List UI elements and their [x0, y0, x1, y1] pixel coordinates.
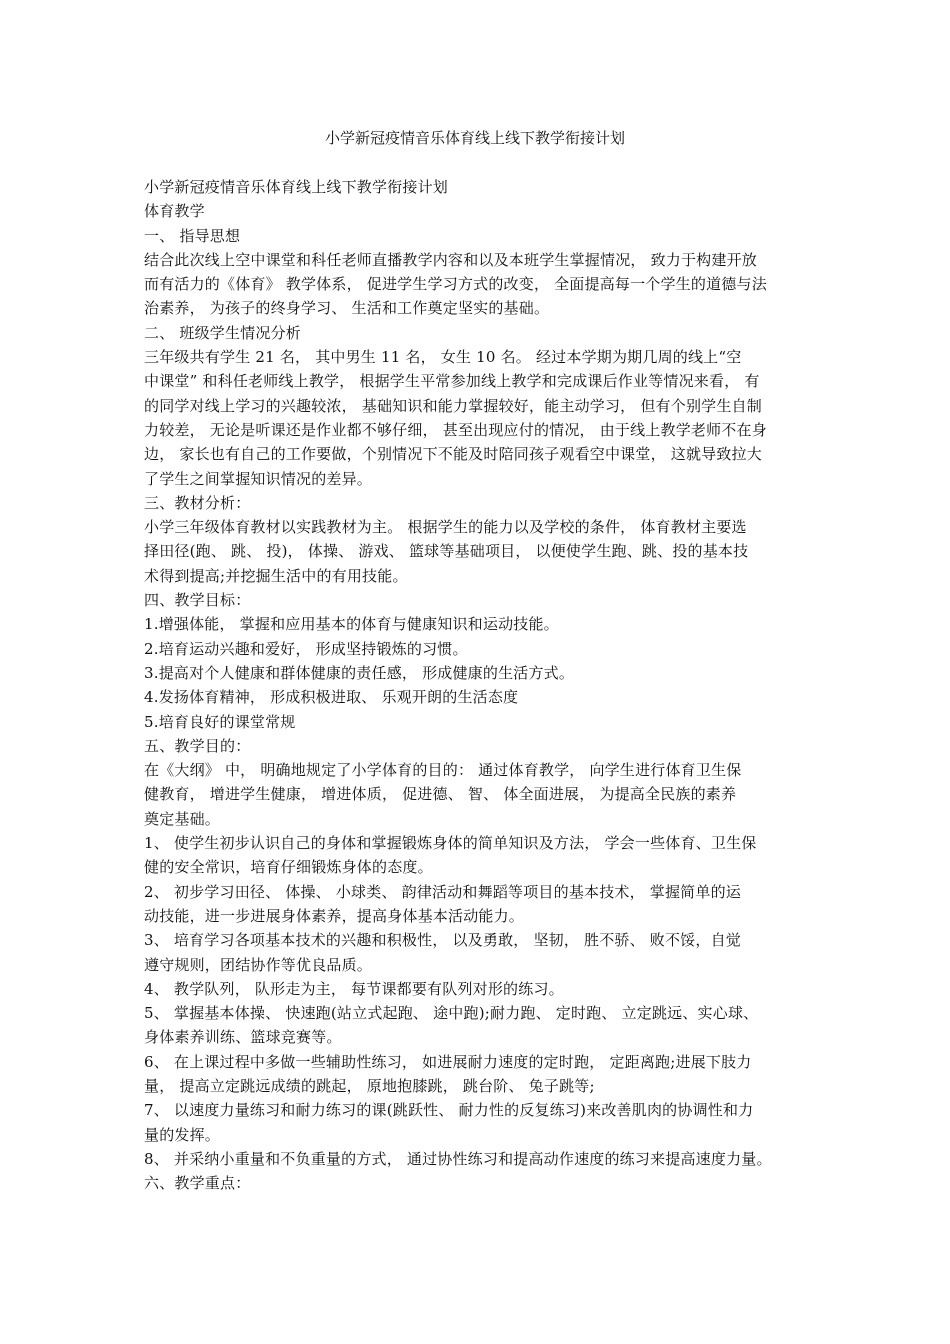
text-line: 小学三年级体育教材以实践教材为主。 根据学生的能力以及学校的条件， 体育教材主要选	[144, 518, 747, 537]
text-line: 择田径(跑、 跳、 投)， 体操、 游戏、 篮球等基础项目， 以便使学生跑、跳、投的基本技	[144, 542, 749, 561]
text-line: 了学生之间掌握知识情况的差异。	[144, 469, 373, 488]
text-line: 五、教学目的：	[144, 736, 251, 755]
text-line: 小学新冠疫情音乐体育线上线下教学衔接计划	[144, 178, 449, 196]
text-line: 2.培育运动兴趣和爱好， 形成坚持锻炼的习惯。	[144, 639, 468, 658]
text-line: 结合此次线上空中课堂和科任老师直播教学内容和以及本班学生掌握情况， 致力于构建开放	[144, 250, 757, 269]
text-line: 遵守规则，团结协作等优良品质。	[144, 955, 373, 974]
text-line: 6、 在上课过程中多做一些辅助性练习， 如进展耐力速度的定时跑， 定距离跑;进展下肢力	[144, 1052, 752, 1071]
text-line: 量的发挥。	[144, 1125, 221, 1144]
document-title: 小学新冠疫情音乐体育线上线下教学衔接计划	[324, 129, 625, 147]
text-line: 的同学对线上学习的兴趣较浓， 基础知识和能力掌握较好，能主动学习， 但有个别学生自制	[144, 396, 762, 415]
text-line: 术得到提高;并挖掘生活中的有用技能。	[144, 566, 408, 585]
text-line: 1.增强体能， 掌握和应用基本的体育与健康知识和运动技能。	[144, 615, 559, 634]
text-line: 边， 家长也有自己的工作要做，个别情况下不能及时陪同孩子观看空中课堂， 这就导致拉大	[144, 445, 762, 464]
text-line: 5.培育良好的课堂常规	[144, 712, 296, 731]
text-line: 4、 教学队列， 队形走为主， 每节课都要有队列对形的练习。	[144, 979, 564, 998]
text-line: 5、 掌握基本体操、 快速跑(站立式起跑、 途中跑);耐力跑、 定时跑、 立定跳远、实心球、	[144, 1004, 759, 1023]
text-line: 8、 并采纳小重量和不负重量的方式， 通过协性练习和提高动作速度的练习来提高速度力量。	[144, 1149, 772, 1168]
document-body	[144, 175, 819, 1195]
text-line: 四、教学目标：	[144, 591, 251, 610]
text-line: 六、教学重点：	[144, 1174, 251, 1193]
text-line: 2、 初步学习田径、 体操、 小球类、 韵律活动和舞蹈等项目的基本技术， 掌握简单的运	[144, 882, 741, 901]
text-line: 1、 使学生初步认识自己的身体和掌握锻炼身体的简单知识及方法， 学会一些体育、卫生保	[144, 834, 757, 853]
text-line: 在《大纲》 中， 明确地规定了小学体育的目的： 通过体育教学， 向学生进行体育卫生保	[144, 761, 742, 780]
text-line: 动技能，进一步进展身体素养，提高身体基本活动能力。	[144, 906, 525, 925]
text-line: 健的安全常识，培育仔细锻炼身体的态度。	[144, 858, 433, 877]
text-line: 体育教学	[144, 202, 205, 221]
text-line: 健教育， 增进学生健康， 增进体质， 促进德、 智、 体全面进展， 为提高全民族的素养	[144, 785, 737, 804]
text-line: 三年级共有学生 21 名， 其中男生 11 名， 女生 10 名。 经过本学期为期几周的线上“空	[144, 348, 742, 367]
text-line: 一、 指导思想	[144, 226, 241, 245]
text-line: 力较差， 无论是听课还是作业都不够仔细， 甚至出现应付的情况， 由于线上教学老师不在身	[144, 420, 767, 439]
text-line: 身体素养训练、篮球竞赛等。	[144, 1028, 342, 1047]
text-line: 3、 培育学习各项基本技术的兴趣和积极性， 以及勇敢， 坚韧， 胜不骄、 败不馁，自觉	[144, 931, 741, 950]
text-line: 7、 以速度力量练习和耐力练习的课(跳跃性、 耐力性的反复练习)来改善肌肉的协调性和力	[144, 1101, 754, 1120]
text-line: 中课堂” 和科任老师线上教学， 根据学生平常参加线上教学和完成课后作业等情况来看， 有	[144, 372, 760, 391]
text-line: 量， 提高立定跳远成绩的跳起， 原地抱膝跳， 跳台阶、 兔子跳等;	[144, 1076, 595, 1095]
text-line: 治素养， 为孩子的终身学习、 生活和工作奠定坚实的基础。	[144, 299, 550, 318]
text-line: 奠定基础。	[144, 809, 221, 828]
text-line: 三、教材分析：	[144, 493, 251, 512]
text-line: 二、 班级学生情况分析	[144, 323, 301, 342]
text-line: 而有活力的《体育》 教学体系， 促进学生学习方式的改变， 全面提高每一个学生的道德与法	[144, 275, 767, 294]
text-line: 3.提高对个人健康和群体健康的责任感， 形成健康的生活方式。	[144, 663, 575, 682]
text-line: 4.发扬体育精神， 形成积极进取、 乐观开朗的生活态度	[144, 688, 519, 707]
